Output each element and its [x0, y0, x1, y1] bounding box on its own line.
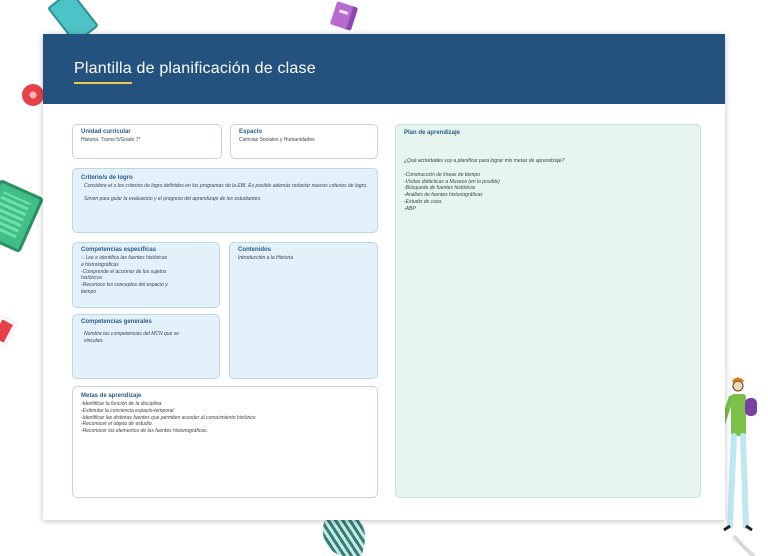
list-item: -Análisis de fuentes historiográficas [404, 192, 483, 198]
list-item: -Construcción de líneas de tiempo [404, 171, 480, 178]
tag-icon [0, 315, 17, 346]
ball-icon [22, 84, 44, 106]
competencias-especificas-label: Competencias específicas [81, 247, 157, 253]
criterio-logro-label: Criterio/s de logro [81, 175, 133, 181]
espacio-label: Espacio [239, 129, 263, 135]
page-title: Plantilla de planificación de clase [74, 60, 316, 77]
plan-aprendizaje-question: ¿Qué actividades voy a planificar para lograr mis metas de aprendizaje? [404, 158, 565, 164]
competencias-especificas-text: -. Lee e identifica las fuentes históricas e historiográficas -Comprende el accionar de los sujetos históricos -Reconoce los conceptos del espacio y tiempo [81, 255, 168, 295]
metas-aprendizaje-card[interactable] [72, 386, 378, 498]
list-item: -Identificar las distintas fuentes que permiten acceder al conocimiento histórico [81, 414, 256, 421]
book-icon [330, 1, 358, 31]
list-item: -Estudio de caso. [404, 198, 443, 205]
competencias-generales-text: Nombre las competencias del MCN que se vinculan. [84, 331, 180, 344]
plan-aprendizaje-list [404, 172, 692, 213]
contenidos-card[interactable] [229, 242, 378, 379]
plan-aprendizaje-card[interactable] [395, 124, 701, 498]
contenidos-label: Contenidos [238, 247, 271, 253]
unidad-curricular-value: Historia. Tramo 5/Grado 7° [81, 137, 141, 143]
competencias-especificas-card[interactable] [72, 242, 220, 308]
metas-aprendizaje-list [81, 401, 369, 435]
espacio-card[interactable] [230, 124, 378, 159]
list-item: -ABP [404, 205, 416, 212]
metas-aprendizaje-label: Metas de aprendizaje [81, 393, 142, 399]
sheet-header [43, 34, 725, 104]
unidad-curricular-card[interactable] [72, 124, 222, 159]
template-sheet [43, 34, 725, 520]
list-item: -Estimular la conciencia espacio-temporal [81, 407, 174, 414]
title-underline [74, 82, 132, 84]
list-item: -Identificar la función de la disciplina. [81, 401, 163, 407]
criterio-logro-card[interactable] [72, 168, 378, 233]
list-item: -Reconocer el objeto de estudio. [81, 421, 153, 428]
competencias-generales-label: Competencias generales [81, 319, 152, 325]
list-item: -Visitas didácticas a Museos (en lo posible) [404, 178, 500, 185]
unidad-curricular-label: Unidad curricular [81, 129, 131, 135]
list-item: -Reconocer los elementos de las fuentes historiográficas. [81, 428, 209, 434]
plan-aprendizaje-label: Plan de aprendizaje [404, 130, 461, 136]
list-item: -Búsqueda de fuentes históricas [404, 185, 476, 192]
competencias-generales-card[interactable] [72, 314, 220, 379]
contenidos-text: Introducción a la Historia [238, 255, 294, 261]
criterio-logro-text-2: Sirven para guiar la evaluación y el progreso del aprendizaje de los estudiantes. [84, 195, 262, 202]
laptop-icon [0, 179, 44, 253]
criterio-logro-text-1: Considere el o los criterios de logro definidos en los programas de la EBI. Es posible además redactar nuevos criterios de logro. [84, 183, 368, 189]
espacio-value: Ciencias Sociales y Humanidades [239, 137, 315, 143]
